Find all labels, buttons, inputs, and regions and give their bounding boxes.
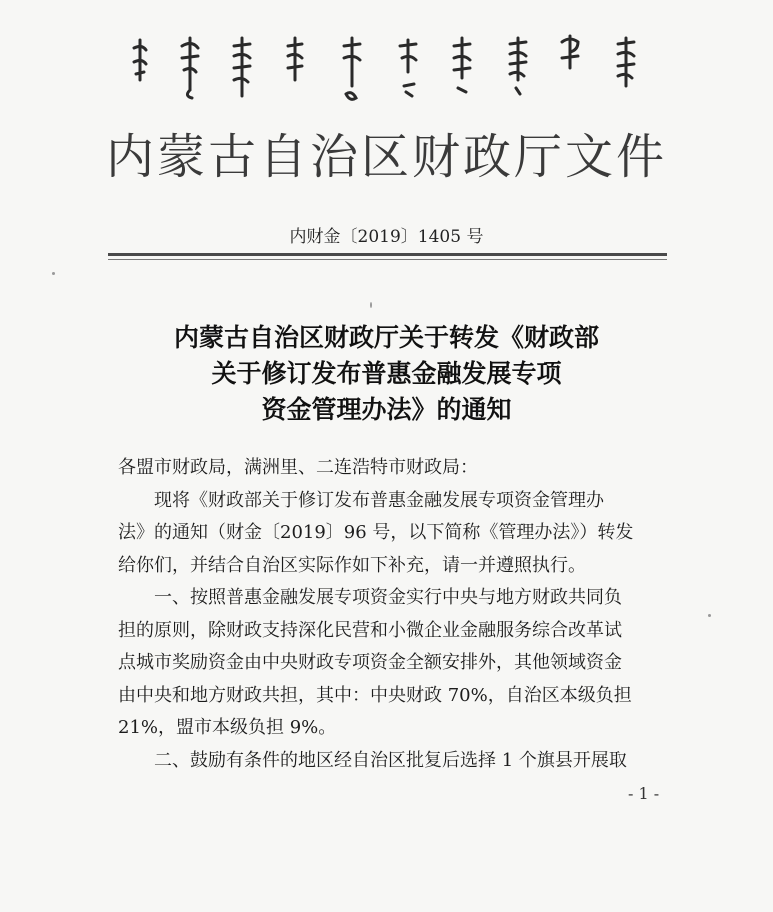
notice-body xyxy=(118,452,678,777)
notice-title-line: 资金管理办法》的通知 xyxy=(261,395,512,424)
body-line: 担的原则，除财政支持深化民营和小微企业金融服务综合改革试 xyxy=(118,619,622,641)
notice-title-line: 关于修订发布普惠金融发展专项 xyxy=(211,359,562,388)
body-line: 现将《财政部关于修订发布普惠金融发展专项资金管理办 xyxy=(154,489,604,511)
scan-speck xyxy=(52,272,55,275)
document-number: 内财金〔2019〕1405 号 xyxy=(289,227,484,247)
body-line: 给你们，并结合自治区实际作如下补充，请一并遵照执行。 xyxy=(118,554,586,576)
salutation: 各盟市财政局，满洲里、二连浩特市财政局： xyxy=(118,457,478,478)
body-line: 由中央和地方财政共担，其中：中央财政 70%，自治区本级负担 xyxy=(118,684,632,706)
scan-speck xyxy=(370,302,372,308)
scan-speck xyxy=(708,614,711,617)
body-line: 点城市奖励资金由中央财政专项资金全额安排外，其他领域资金 xyxy=(118,652,622,673)
header-divider-thick xyxy=(108,253,667,256)
body-line: 一、按照普惠金融发展专项资金实行中央与地方财政共同负 xyxy=(154,587,622,608)
body-line: 法》的通知（财金〔2019〕96 号，以下简称《管理办法》）转发 xyxy=(118,522,634,543)
header-divider-thin xyxy=(108,259,667,260)
notice-title-line: 内蒙古自治区财政厅关于转发《财政部 xyxy=(173,323,599,352)
page-number: - 1 - xyxy=(628,784,660,803)
notice-title xyxy=(0,320,773,428)
body-line: 21%，盟市本级负担 9%。 xyxy=(118,717,337,738)
body-line: 二、鼓励有条件的地区经自治区批复后选择 1 个旗县开展取 xyxy=(154,749,627,771)
department-file-title: 内蒙古自治区财政厅文件 xyxy=(105,129,667,185)
mongolian-script-header xyxy=(130,28,650,108)
